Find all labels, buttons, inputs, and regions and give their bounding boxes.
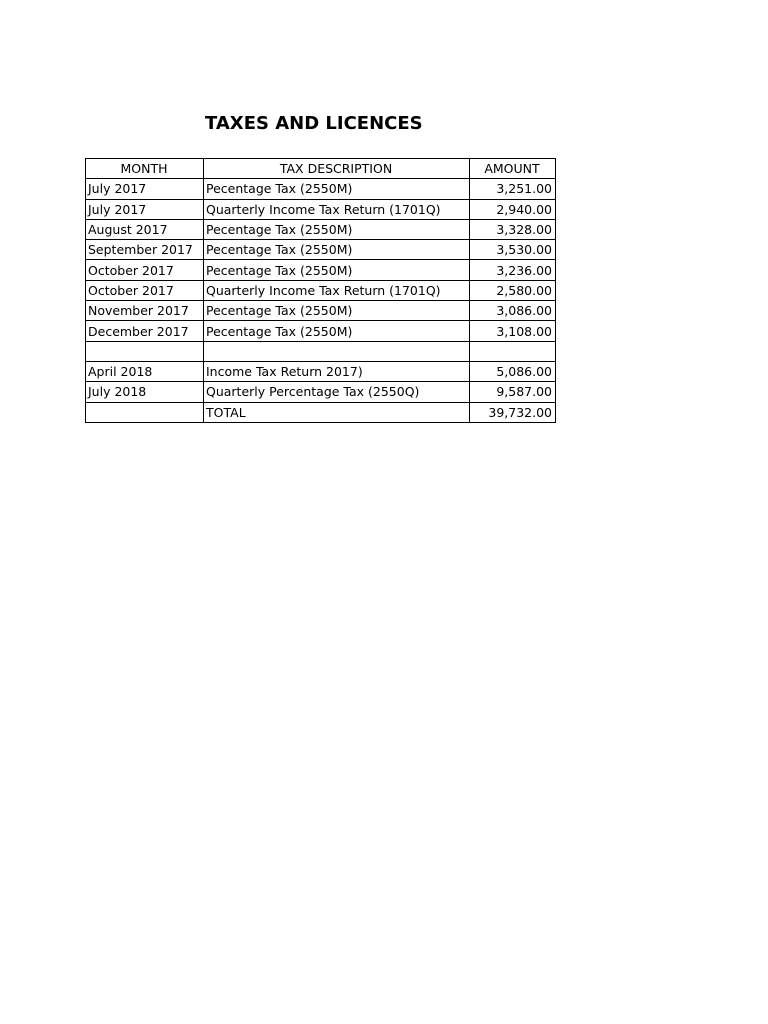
table-row bbox=[86, 301, 556, 321]
cell-month: October 2017 bbox=[86, 280, 204, 300]
cell-amount: 3,108.00 bbox=[470, 321, 556, 341]
cell-amount bbox=[470, 341, 556, 361]
table-row bbox=[86, 260, 556, 280]
cell-month: August 2017 bbox=[86, 219, 204, 239]
cell-description: Pecentage Tax (2550M) bbox=[204, 219, 470, 239]
cell-month: September 2017 bbox=[86, 240, 204, 260]
table-row bbox=[86, 361, 556, 381]
cell-amount: 3,086.00 bbox=[470, 301, 556, 321]
cell-amount: 2,580.00 bbox=[470, 280, 556, 300]
cell-description: Pecentage Tax (2550M) bbox=[204, 179, 470, 199]
table-row-empty bbox=[86, 341, 556, 361]
cell-month: July 2018 bbox=[86, 382, 204, 402]
cell-month bbox=[86, 341, 204, 361]
cell-month: July 2017 bbox=[86, 179, 204, 199]
cell-month: October 2017 bbox=[86, 260, 204, 280]
document-title: TAXES AND LICENCES bbox=[205, 113, 423, 134]
column-header-month: MONTH bbox=[86, 159, 204, 179]
cell-month: November 2017 bbox=[86, 301, 204, 321]
cell-description: Pecentage Tax (2550M) bbox=[204, 301, 470, 321]
total-amount: 39,732.00 bbox=[470, 402, 556, 422]
cell-amount: 2,940.00 bbox=[470, 199, 556, 219]
cell-amount: 3,328.00 bbox=[470, 219, 556, 239]
cell-amount: 3,251.00 bbox=[470, 179, 556, 199]
cell-description bbox=[204, 341, 470, 361]
total-label: TOTAL bbox=[204, 402, 470, 422]
table-header-row bbox=[86, 159, 556, 179]
table-row bbox=[86, 321, 556, 341]
cell-description: Pecentage Tax (2550M) bbox=[204, 240, 470, 260]
cell-amount: 5,086.00 bbox=[470, 361, 556, 381]
cell-description: Pecentage Tax (2550M) bbox=[204, 260, 470, 280]
cell-description: Quarterly Income Tax Return (1701Q) bbox=[204, 199, 470, 219]
taxes-table bbox=[85, 158, 556, 423]
cell-month: July 2017 bbox=[86, 199, 204, 219]
table-row bbox=[86, 240, 556, 260]
cell-amount: 3,530.00 bbox=[470, 240, 556, 260]
table-row bbox=[86, 179, 556, 199]
column-header-tax-description: TAX DESCRIPTION bbox=[204, 159, 470, 179]
cell-amount: 3,236.00 bbox=[470, 260, 556, 280]
column-header-amount: AMOUNT bbox=[470, 159, 556, 179]
table-row bbox=[86, 382, 556, 402]
table-row bbox=[86, 280, 556, 300]
table-total-row bbox=[86, 402, 556, 422]
cell-description: Income Tax Return 2017) bbox=[204, 361, 470, 381]
cell-description: Quarterly Percentage Tax (2550Q) bbox=[204, 382, 470, 402]
table-row bbox=[86, 199, 556, 219]
cell-description: Quarterly Income Tax Return (1701Q) bbox=[204, 280, 470, 300]
table-row bbox=[86, 219, 556, 239]
cell-month: December 2017 bbox=[86, 321, 204, 341]
cell-amount: 9,587.00 bbox=[470, 382, 556, 402]
cell-month bbox=[86, 402, 204, 422]
cell-month: April 2018 bbox=[86, 361, 204, 381]
cell-description: Pecentage Tax (2550M) bbox=[204, 321, 470, 341]
